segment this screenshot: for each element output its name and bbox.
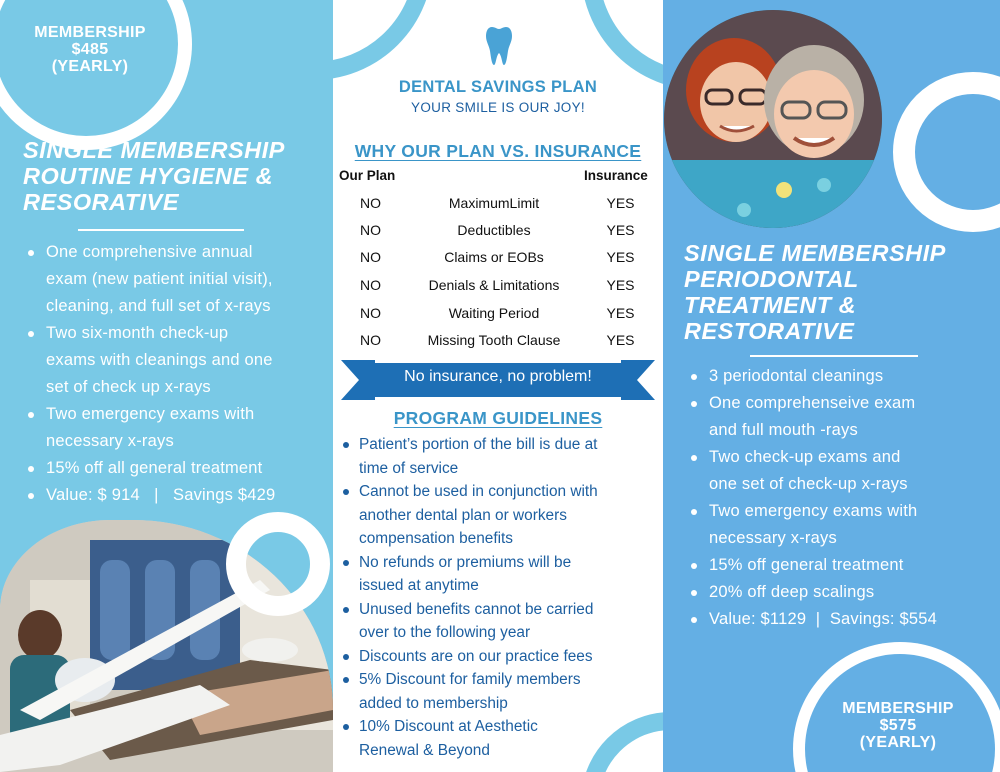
list-item: Two six-month check-up exams with cleanings and one set of check up x-rays (24, 320, 330, 401)
list-item: No refunds or premiums will be issued at anytime (341, 551, 659, 598)
list-item: Unused benefits cannot be carried over to the following year (341, 598, 659, 645)
comparison-heading: WHY OUR PLAN VS. INSURANCE (354, 141, 642, 161)
list-item: Cannot be used in conjunction with another dental plan or workers compensation benefits (341, 480, 659, 551)
decorative-ring (581, 0, 663, 90)
list-item: 20% off deep scalings (687, 579, 997, 606)
list-item: 3 periodontal cleanings (687, 363, 997, 390)
list-item: 15% off general treatment (687, 552, 997, 579)
benefit-list (24, 239, 330, 509)
badge-line: (YEARLY) (51, 58, 129, 75)
table-row: NO Missing Tooth Clause YES (360, 332, 635, 348)
list-item: Discounts are on our practice fees (341, 645, 659, 669)
ribbon-text: No insurance, no problem! (404, 368, 592, 385)
table-row: NO Claims or EOBs YES (360, 249, 635, 265)
divider (78, 229, 244, 231)
list-item: One comprehenseive exam and full mouth -rays (687, 390, 997, 444)
list-item: 15% off all general treatment (24, 455, 330, 482)
plan-subtitle: YOUR SMILE IS OUR JOY! (411, 100, 585, 115)
decorative-ring (226, 512, 330, 616)
decorative-ring (893, 72, 1000, 232)
guidelines-list (341, 433, 659, 762)
tooth-icon (486, 26, 512, 66)
our-plan-header: Our Plan (339, 168, 396, 183)
panel-title: SINGLE MEMBERSHIP PERIODONTAL TREATMENT & RESTORATIVE (684, 240, 946, 344)
divider (750, 355, 918, 357)
left-panel (0, 0, 333, 772)
table-row: NO Denials & Limitations YES (360, 277, 635, 293)
list-item: Value: $1129 | Savings: $554 (687, 606, 997, 633)
list-item: Two check-up exams and one set of check-up x-rays (687, 444, 997, 498)
guidelines-heading: PROGRAM GUIDELINES (393, 408, 603, 428)
table-row: NO Waiting Period YES (360, 305, 635, 321)
insurance-header: Insurance (584, 168, 648, 183)
list-item: Two emergency exams with necessary x-rays (24, 401, 330, 455)
middle-panel (333, 0, 663, 772)
table-row: NO Deductibles YES (360, 222, 635, 238)
badge-line: MEMBERSHIP (34, 24, 146, 41)
benefit-list (687, 363, 997, 633)
list-item: One comprehensive annual exam (new patient initial visit), cleaning, and full set of x-rays (24, 239, 330, 320)
list-item: Value: $ 914 | Savings $429 (24, 482, 330, 509)
badge-price: $575 (879, 717, 917, 734)
list-item: 10% Discount at Aesthetic Renewal & Beyond (341, 715, 659, 762)
badge-line: MEMBERSHIP (842, 700, 954, 717)
badge-price: $485 (71, 41, 109, 58)
list-item: Patient’s portion of the bill is due at time of service (341, 433, 659, 480)
list-item: 5% Discount for family members added to membership (341, 668, 659, 715)
membership-badge (828, 700, 968, 751)
right-panel (663, 0, 1000, 772)
table-row: NO MaximumLimit YES (360, 195, 635, 211)
staff-photo (664, 10, 882, 228)
panel-title: SINGLE MEMBERSHIP ROUTINE HYGIENE & RESORATIVE (23, 137, 285, 215)
decorative-ring (333, 0, 433, 80)
plan-title: DENTAL SAVINGS PLAN (398, 78, 598, 96)
list-item: Two emergency exams with necessary x-rays (687, 498, 997, 552)
membership-badge (20, 24, 160, 75)
badge-line: (YEARLY) (859, 734, 937, 751)
